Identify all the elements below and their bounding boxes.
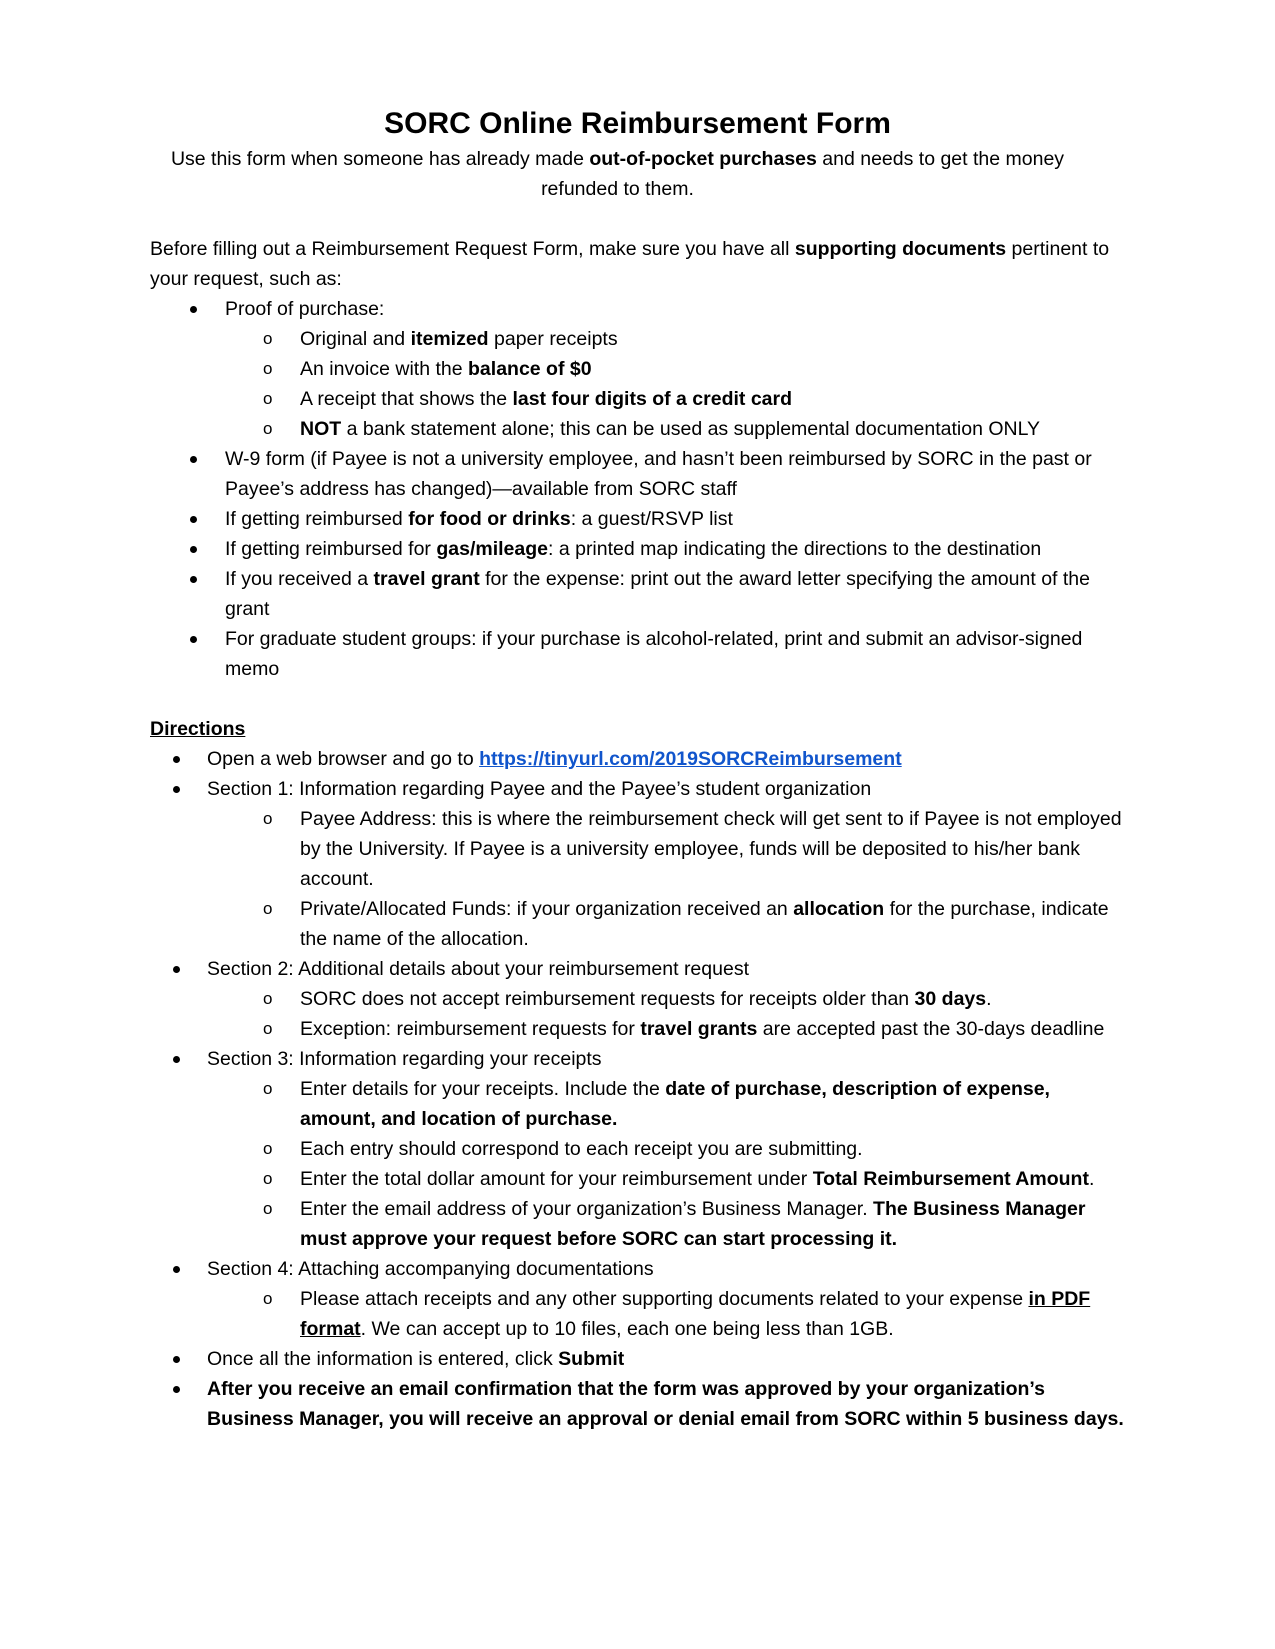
directions-list <box>150 744 1125 1434</box>
list-item-w9: W-9 form (if Payee is not a university employee, and hasn’t been reimbursed by SORC in the past or Payee’s address has changed)—available from SORC staff <box>150 444 1125 504</box>
section-2-sublist <box>207 984 1125 1044</box>
reimbursement-link[interactable]: https://tinyurl.com/2019SORCReimbursement <box>479 748 902 770</box>
list-item-open: Open a web browser and go to https://tinyurl.com/2019SORCReimbursement <box>150 744 1125 774</box>
supporting-documents-list <box>150 294 1125 684</box>
list-item: o A receipt that shows the last four digits of a credit card <box>150 384 1125 414</box>
section-4-sublist <box>207 1284 1125 1344</box>
list-item-submit: Once all the information is entered, click Submit <box>150 1344 1125 1374</box>
list-item: o Original and itemized paper receipts <box>150 324 1125 354</box>
list-item: o Enter details for your receipts. Include the date of purchase, description of expense, amount, and location of purchase. <box>150 1074 1125 1134</box>
proof-sublist <box>225 324 1125 444</box>
list-item: o Exception: reimbursement requests for travel grants are accepted past the 30-days deadline <box>150 1014 1125 1044</box>
list-item-food: If getting reimbursed for food or drinks: a guest/RSVP list <box>150 504 1125 534</box>
list-item: o Private/Allocated Funds: if your organization received an allocation for the purchase, indicate the name of the allocation. <box>150 894 1125 954</box>
section-3-sublist <box>207 1074 1125 1254</box>
list-item: o Each entry should correspond to each receipt you are submitting. <box>150 1134 1125 1164</box>
section-1-sublist <box>207 804 1125 954</box>
list-item-travel: If you received a travel grant for the expense: print out the award letter specifying the amount of the grant <box>150 564 1125 624</box>
list-item-proof: Proof of purchase: o Original and itemized paper receipts o An invoice with the balance of $0 o A receipt that shows the last four digits of a credit card o NOT a bank statement alone; this can be used as supplemental documentation ONLY <box>150 294 1125 444</box>
intro-paragraph: Before filling out a Reimbursement Request Form, make sure you have all supporting documents pertinent to your request, such as: <box>150 238 1110 290</box>
list-item: o Payee Address: this is where the reimbursement check will get sent to if Payee is not employed by the University. If Payee is a university employee, funds will be deposited to his/her bank account. <box>150 804 1125 894</box>
list-item: o Please attach receipts and any other supporting documents related to your expense in PDF format. We can accept up to 10 files, each one being less than 1GB. <box>150 1284 1125 1344</box>
list-item-section-3: Section 3: Information regarding your receipts o Enter details for your receipts. Include the date of purchase, description of expense, amount, and location of purchase. o Each entry should correspond to each receipt you are submitting. o Enter the total dollar amount for your reimbursement under Total Reimbursement Amount. o Enter the email address of your organization’s Business Manager. The Business Manager must approve your request before SORC can start processing it. <box>150 1044 1125 1254</box>
document-page <box>150 104 1125 1434</box>
list-item: o NOT a bank statement alone; this can be used as supplemental documentation ONLY <box>150 414 1125 444</box>
list-item-gas: If getting reimbursed for gas/mileage: a printed map indicating the directions to the destination <box>150 534 1125 564</box>
list-item-section-1: Section 1: Information regarding Payee and the Payee’s student organization o Payee Address: this is where the reimbursement check will get sent to if Payee is not employed by the University. If Payee is a university employee, funds will be deposited to his/her bank account. o Private/Allocated Funds: if your organization received an allocation for the purchase, indicate the name of the allocation. <box>150 774 1125 954</box>
list-item-section-2: Section 2: Additional details about your reimbursement request o SORC does not accept reimbursement requests for receipts older than 30 days. o Exception: reimbursement requests for travel grants are accepted past the 30-days deadline <box>150 954 1125 1044</box>
list-item: o An invoice with the balance of $0 <box>150 354 1125 384</box>
page-title: SORC Online Reimbursement Form <box>384 107 891 140</box>
directions-heading: Directions <box>150 718 246 740</box>
list-item-grad: For graduate student groups: if your purchase is alcohol-related, print and submit an advisor-signed memo <box>150 624 1125 684</box>
list-item: o Enter the total dollar amount for your reimbursement under Total Reimbursement Amount. <box>150 1164 1125 1194</box>
list-item: o Enter the email address of your organization’s Business Manager. The Business Manager must approve your request before SORC can start processing it. <box>150 1194 1125 1254</box>
list-item-final-note: After you receive an email confirmation that the form was approved by your organization’s Business Manager, you will receive an approval or denial email from SORC within 5 business days. <box>150 1374 1125 1434</box>
list-item: o SORC does not accept reimbursement requests for receipts older than 30 days. <box>150 984 1125 1014</box>
subtitle: Use this form when someone has already made out-of-pocket purchases and needs to get the money refunded to them. <box>170 148 1065 200</box>
list-item-section-4: Section 4: Attaching accompanying documentations o Please attach receipts and any other supporting documents related to your expense in PDF format. We can accept up to 10 files, each one being less than 1GB. <box>150 1254 1125 1344</box>
